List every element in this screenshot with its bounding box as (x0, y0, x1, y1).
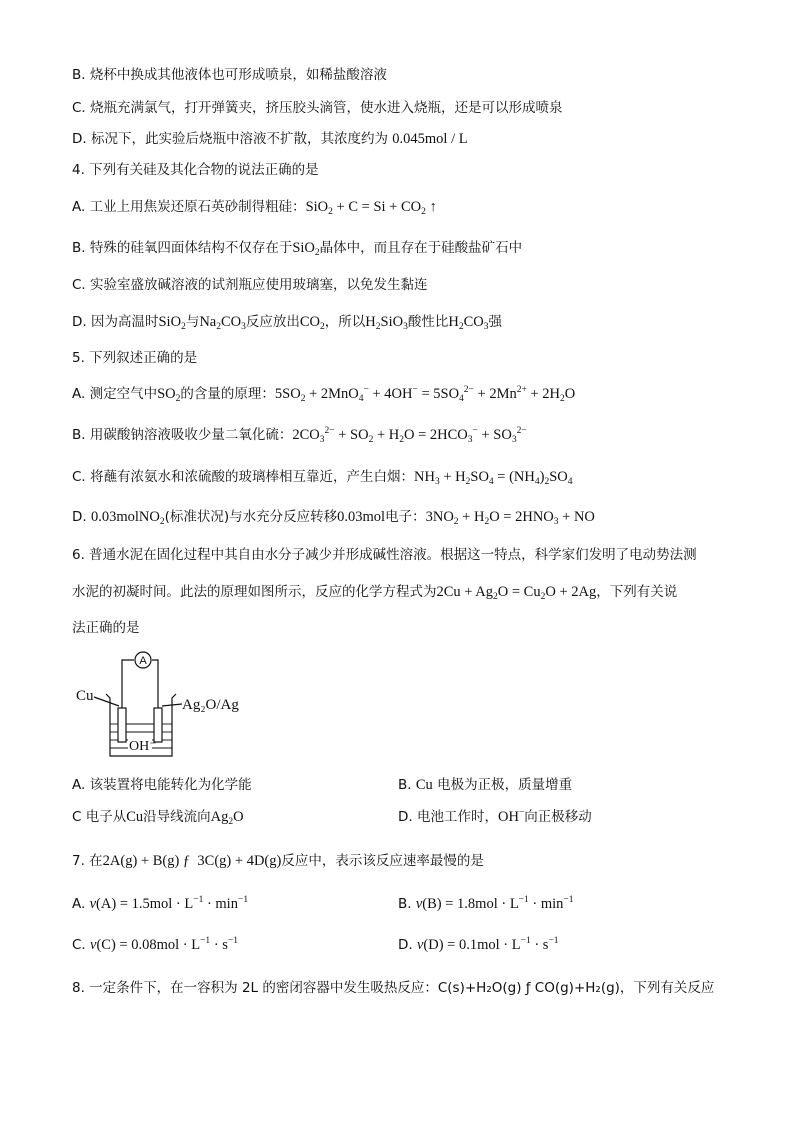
q5-option-c: C. 将蘸有浓氨水和浓硫酸的玻璃棒相互靠近，产生白烟：$NH_3 + H_2SO_4 = (NH_4)_2SO_4$ (72, 469, 573, 487)
q5-stem: 5. 下列叙述正确的是 (72, 350, 198, 366)
q4-option-c: C. 实验室盛放碱溶液的试剂瓶应使用玻璃塞，以免发生黏连 (72, 277, 428, 293)
q7-option-a: A. $v(A) = 1.5mol \cdot L^{-1} \cdot \min^{-1}$ (72, 895, 249, 912)
q6-stem-line2: 水泥的初凝时间。此法的原理如图所示，反应的化学方程式为$2Cu + Ag_2O = Cu_2O + 2Ag$，下列有关说 (72, 584, 678, 602)
q3-option-c: C. 烧瓶充满氯气，打开弹簧夹，挤压胶头滴管，使水进入烧瓶，还是可以形成喷泉 (72, 100, 563, 116)
q5-option-d: D. 0.03molNO$_2$(标准状况)与水充分反应转移0.03mol电子：$3NO_2 + H_2O = 2HNO_3$ + NO (72, 509, 595, 527)
q6-option-c: C 电子从Cu沿导线流向$Ag_2O$ (72, 809, 244, 827)
q4-option-a: A. 工业上用焦炭还原石英砂制得粗硅：$SiO_2 + C = Si + CO_2$ ↑ (72, 199, 437, 217)
q6-option-b: B. Cu 电极为正极，质量增重 (398, 777, 573, 793)
galvanic-cell-diagram (72, 648, 272, 763)
q5-option-a: A. 测定空气中$SO_2$的含量的原理：$5SO_2 + 2MnO_4^- + 4OH^- = 5SO_4^{2-} + 2Mn^{2+} + 2H_2O$ (72, 385, 576, 404)
q6-option-d: D. 电池工作时，OH−向正极移动 (398, 808, 592, 825)
q4-option-b: B. 特殊的硅氧四面体结构不仅存在于SiO$_2$晶体中，而且存在于硅酸盐矿石中 (72, 240, 523, 258)
ag2o-electrode-label: Ag₂O/Ag (182, 697, 239, 713)
q6-stem-line3: 法正确的是 (72, 620, 140, 636)
q6-stem-line1: 6. 普通水泥在固化过程中其自由水分子减少并形成碱性溶液。根据这一特点，科学家们发明了电动势法测 (72, 547, 697, 563)
q4-stem: 4. 下列有关硅及其化合物的说法正确的是 (72, 162, 319, 178)
q7-stem: 7. 在2A(g) + B(g) ƒ 3C(g) + 4D(g)反应中，表示该反应速率最慢的是 (72, 853, 484, 869)
q7-option-d: D. $v(D) = 0.1mol \cdot L^{-1} \cdot s^{-1}$ (398, 936, 559, 953)
q7-option-b: B. $v(B) = 1.8mol \cdot L^{-1} \cdot \min^{-1}$ (398, 895, 574, 912)
q5-option-b: B. 用碳酸钠溶液吸收少量二氧化硫：$2CO_3^{2-} + SO_2 + H_2O = 2HCO_3^- + SO_3^{2-}$ (72, 426, 527, 445)
q8-stem: 8. 一定条件下，在一容积为 2L 的密闭容器中发生吸热反应：C(s)+H₂O(g) ƒ CO(g)+H₂(g)，下列有关反应 (72, 980, 715, 996)
q3-option-d: D. 标况下，此实验后烧瓶中溶液不扩散，其浓度约为 0.045mol / L (72, 131, 468, 147)
cu-electrode-label: Cu (76, 688, 94, 704)
q7-option-c: C. $v(C) = 0.08mol \cdot L^{-1} \cdot s^{-1}$ (72, 936, 239, 953)
ammeter-label: A (139, 655, 147, 667)
hydroxide-label: OH⁻ (129, 739, 157, 754)
q6-option-a: A. 该装置将电能转化为化学能 (72, 777, 252, 793)
q4-option-d: D. 因为高温时SiO$_2$与$Na_2CO_3$反应放出$CO_2$，所以$H_2SiO_3$酸性比$H_2CO_3$强 (72, 314, 502, 332)
q3-option-b: B. 烧杯中换成其他液体也可形成喷泉，如稀盐酸溶液 (72, 67, 387, 83)
